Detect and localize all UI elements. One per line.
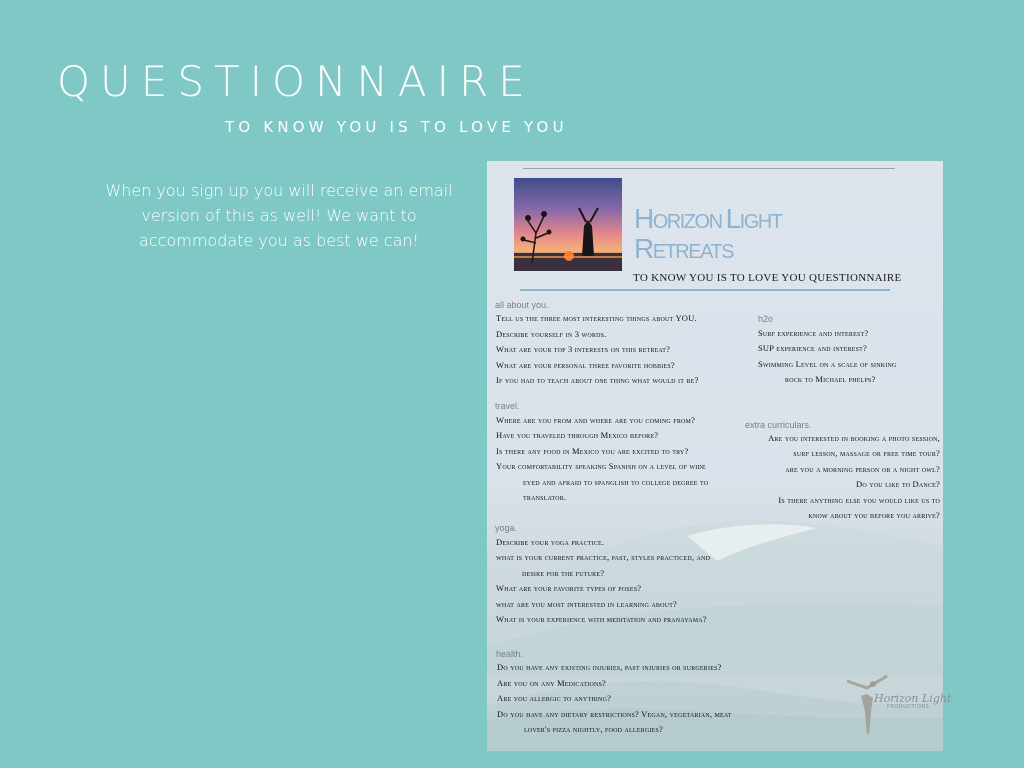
question-item: know about you before you arrive? <box>808 510 940 520</box>
question-item: eyed and afraid to spanglish to college degree to <box>523 477 709 487</box>
question-item: Where are you from and where are you coming from? <box>496 415 696 425</box>
brand-name-line2: RETREATS <box>634 233 733 264</box>
question-item: are you a morning person or a night owl? <box>785 464 940 474</box>
question-item: What are your personal three favorite hobbies? <box>496 360 675 370</box>
sunset-photo <box>514 178 622 271</box>
question-item: Have you traveled through Mexico before? <box>496 430 659 440</box>
question-item: Are you allergic to anything? <box>497 693 612 703</box>
question-item: What are your top 3 interests on this retreat? <box>496 344 671 354</box>
top-divider <box>523 168 895 169</box>
question-item: SUP experience and interest? <box>758 343 868 353</box>
question-item: rock to Michael phelps? <box>785 374 876 384</box>
section-label-extra: extra curriculars. <box>745 420 812 430</box>
section-label-travel: travel. <box>495 401 520 411</box>
question-item: Do you have any dietary restrictions? Vegan, vegetarian, meat <box>497 709 732 719</box>
question-item: What are your favorite types of poses? <box>496 583 642 593</box>
question-item: translator. <box>523 492 567 502</box>
intro-line: version of this as well! We want to <box>141 206 417 225</box>
question-item: desire for the future? <box>522 568 605 578</box>
question-item: surf lesson, massage or free time tour? <box>793 448 940 458</box>
intro-text <box>98 178 460 253</box>
question-item: Swimming Level on a scale of sinking <box>758 359 897 369</box>
section-label-health: health. <box>496 649 524 659</box>
question-item: Surf experience and interest? <box>758 328 869 338</box>
question-item: Do you have any existing injuries, past injuries or surgeries? <box>497 662 722 672</box>
section-label-yoga: yoga. <box>495 523 518 533</box>
questionnaire-document <box>487 161 952 751</box>
section-label-h2o: h2o <box>758 314 774 324</box>
question-item: lover's pizza nightly, food allergies? <box>524 724 663 734</box>
question-item: Do you like to Dance? <box>856 479 940 489</box>
question-item: Are you interested in booking a photo session, <box>768 433 940 443</box>
question-item: Are you on any Medications? <box>497 678 607 688</box>
question-item: Is there any food in Mexico you are excited to try? <box>496 446 689 456</box>
question-item: Is there anything else you would like us to <box>778 495 940 505</box>
brand-name-line1: HORIZON LIGHT <box>634 203 782 234</box>
question-item: what are you most interested in learning about? <box>496 599 678 609</box>
question-item: What is your experience with meditation and pranayama? <box>496 614 707 624</box>
question-item: Describe yourself in 3 words. <box>496 329 607 339</box>
heading-rule <box>520 289 890 291</box>
slide-subtitle: TO KNOW YOU IS TO LOVE YOU <box>225 118 568 136</box>
logo-watermark: Horizon Light <box>874 692 952 705</box>
document-heading: TO KNOW YOU IS TO LOVE YOU QUESTIONNAIRE <box>633 272 902 284</box>
slide-title: QUESTIONNAIRE <box>57 57 535 106</box>
question-item: what is your current practice, past, styles practiced, and <box>496 552 711 562</box>
question-item: Your comfortability speaking Spanish on a level of wide <box>496 461 706 471</box>
intro-line: accommodate you as best we can! <box>139 231 419 250</box>
logo-watermark-sub: PRODUCTIONS <box>887 704 930 710</box>
question-item: Tell us the three most interesting things about YOU. <box>496 313 697 323</box>
question-item: Describe your yoga practice. <box>496 537 605 547</box>
question-item: If you had to teach about one thing what would it be? <box>496 375 699 385</box>
intro-line: When you sign up you will receive an email <box>105 181 453 200</box>
section-label-about: all about you. <box>495 300 549 310</box>
